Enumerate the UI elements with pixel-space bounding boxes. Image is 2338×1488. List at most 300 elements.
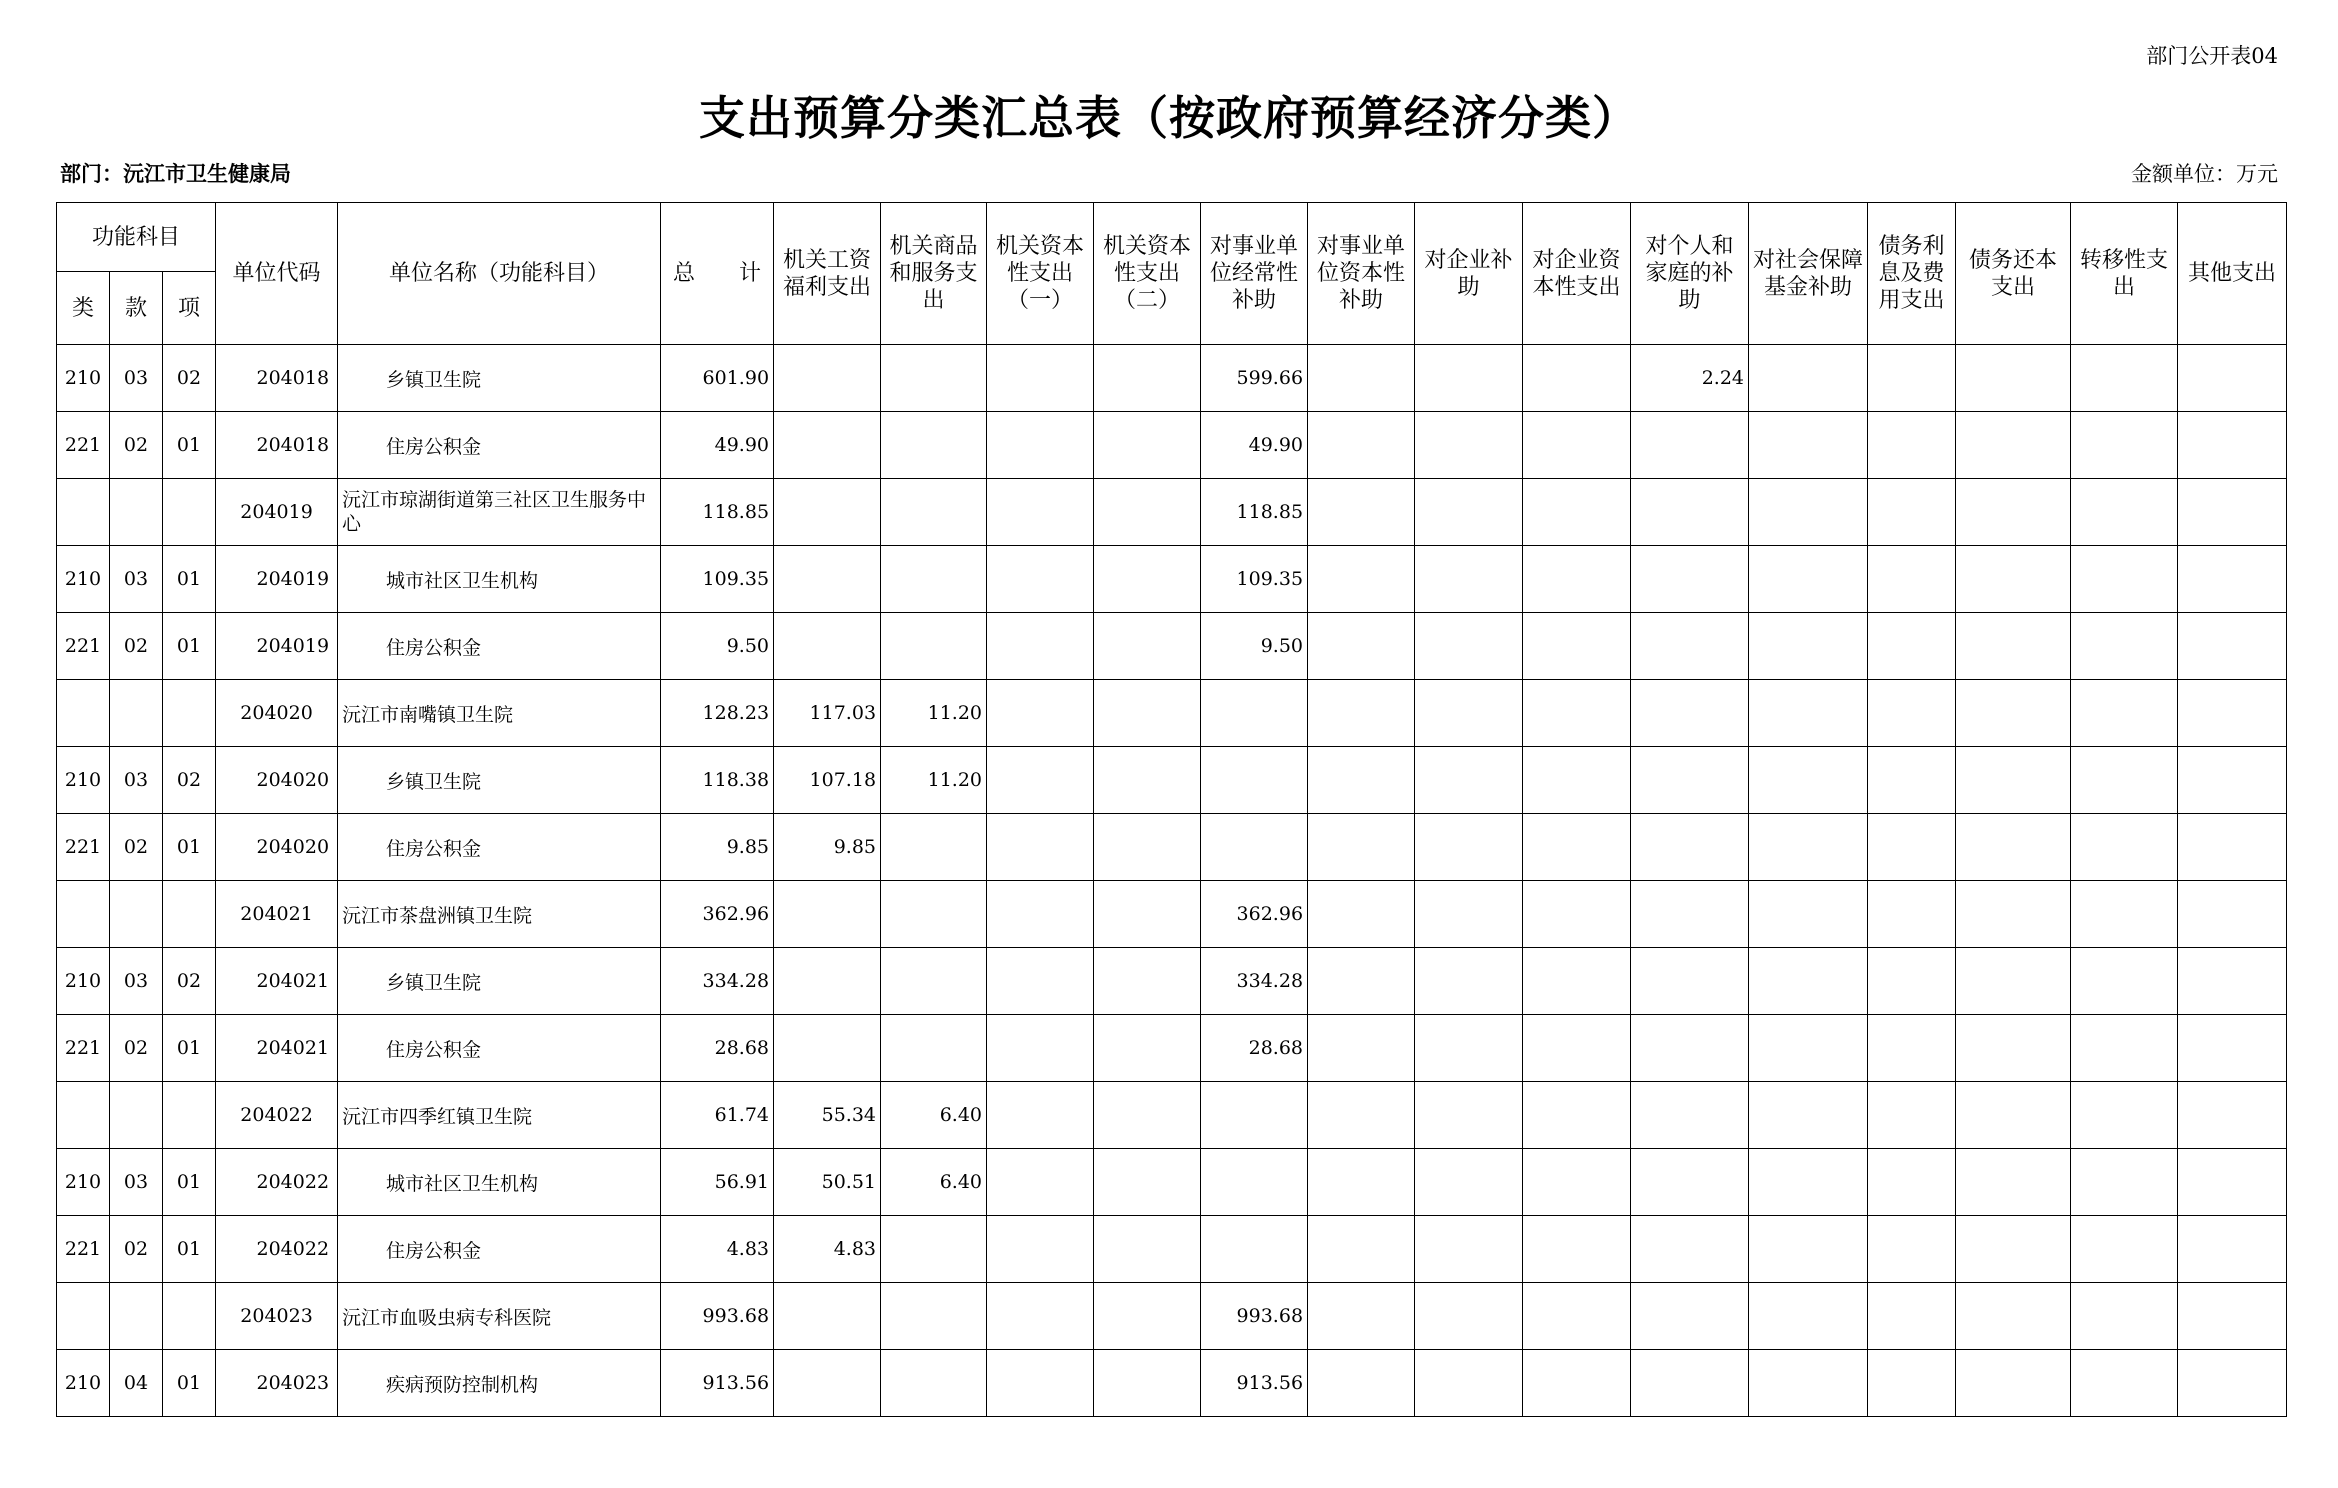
cell-kuan: 03 <box>110 345 163 412</box>
cell-kuan <box>110 881 163 948</box>
cell-col-7 <box>1523 948 1631 1015</box>
cell-unit-code: 204022 <box>216 1082 338 1149</box>
cell-col-3 <box>1094 1082 1201 1149</box>
cell-col-10 <box>1868 814 1956 881</box>
cell-total: 9.50 <box>661 613 774 680</box>
cell-lei: 210 <box>57 747 110 814</box>
cell-col-1 <box>881 546 987 613</box>
cell-xiang: 01 <box>163 546 216 613</box>
header-col-9: 对社会保障基金补助 <box>1749 203 1868 345</box>
cell-col-10 <box>1868 1283 1956 1350</box>
cell-col-0 <box>774 1283 881 1350</box>
table-row <box>57 613 2287 680</box>
cell-unit-name: 住房公积金 <box>338 1216 661 1283</box>
cell-col-11 <box>1956 546 2071 613</box>
cell-col-3 <box>1094 814 1201 881</box>
table-row <box>57 345 2287 412</box>
cell-col-9 <box>1749 1283 1868 1350</box>
cell-col-4 <box>1201 1149 1308 1216</box>
cell-col-11 <box>1956 345 2071 412</box>
cell-kuan: 03 <box>110 546 163 613</box>
cell-col-0 <box>774 546 881 613</box>
cell-col-4: 28.68 <box>1201 1015 1308 1082</box>
cell-col-5 <box>1308 948 1415 1015</box>
header-col-2: 机关资本性支出（一） <box>987 203 1094 345</box>
cell-col-3 <box>1094 1015 1201 1082</box>
cell-col-3 <box>1094 747 1201 814</box>
cell-col-7 <box>1523 680 1631 747</box>
cell-col-12 <box>2071 881 2178 948</box>
cell-col-13 <box>2178 1216 2287 1283</box>
cell-unit-name: 乡镇卫生院 <box>338 747 661 814</box>
cell-col-12 <box>2071 546 2178 613</box>
header-col-13: 其他支出 <box>2178 203 2287 345</box>
header-col-10: 债务利息及费用支出 <box>1868 203 1956 345</box>
cell-col-6 <box>1415 1283 1523 1350</box>
cell-unit-code: 204018 <box>216 345 338 412</box>
cell-col-3 <box>1094 948 1201 1015</box>
cell-col-0: 9.85 <box>774 814 881 881</box>
cell-unit-code: 204020 <box>216 680 338 747</box>
cell-lei: 210 <box>57 948 110 1015</box>
cell-col-10 <box>1868 479 1956 546</box>
table-row <box>57 680 2287 747</box>
cell-xiang: 02 <box>163 948 216 1015</box>
cell-unit-name: 沅江市四季红镇卫生院 <box>338 1082 661 1149</box>
cell-kuan: 03 <box>110 747 163 814</box>
cell-col-7 <box>1523 345 1631 412</box>
cell-col-9 <box>1749 881 1868 948</box>
cell-col-5 <box>1308 881 1415 948</box>
cell-unit-name: 沅江市血吸虫病专科医院 <box>338 1283 661 1350</box>
cell-col-13 <box>2178 680 2287 747</box>
cell-col-3 <box>1094 345 1201 412</box>
cell-col-2 <box>987 948 1094 1015</box>
cell-col-13 <box>2178 412 2287 479</box>
cell-unit-code: 204023 <box>216 1283 338 1350</box>
cell-col-0 <box>774 1350 881 1417</box>
table-row <box>57 1015 2287 1082</box>
cell-total: 4.83 <box>661 1216 774 1283</box>
cell-col-11 <box>1956 613 2071 680</box>
cell-col-4: 109.35 <box>1201 546 1308 613</box>
cell-total: 49.90 <box>661 412 774 479</box>
cell-col-3 <box>1094 881 1201 948</box>
cell-col-9 <box>1749 479 1868 546</box>
cell-col-9 <box>1749 613 1868 680</box>
cell-unit-code: 204019 <box>216 546 338 613</box>
cell-col-8 <box>1631 1149 1749 1216</box>
cell-xiang: 01 <box>163 814 216 881</box>
header-col-7: 对企业资本性支出 <box>1523 203 1631 345</box>
cell-col-6 <box>1415 613 1523 680</box>
header-xiang: 项 <box>163 272 216 345</box>
cell-kuan <box>110 479 163 546</box>
cell-col-6 <box>1415 948 1523 1015</box>
cell-lei: 221 <box>57 613 110 680</box>
cell-kuan <box>110 1082 163 1149</box>
cell-unit-code: 204022 <box>216 1216 338 1283</box>
header-col-12: 转移性支出 <box>2071 203 2178 345</box>
cell-col-11 <box>1956 680 2071 747</box>
header-unit-code: 单位代码 <box>216 203 338 345</box>
cell-col-2 <box>987 1350 1094 1417</box>
cell-col-6 <box>1415 1149 1523 1216</box>
cell-unit-code: 204023 <box>216 1350 338 1417</box>
cell-col-3 <box>1094 412 1201 479</box>
cell-unit-name: 沅江市南嘴镇卫生院 <box>338 680 661 747</box>
cell-lei <box>57 680 110 747</box>
cell-col-6 <box>1415 814 1523 881</box>
cell-col-5 <box>1308 412 1415 479</box>
cell-total: 61.74 <box>661 1082 774 1149</box>
cell-lei: 210 <box>57 546 110 613</box>
cell-lei <box>57 479 110 546</box>
cell-col-11 <box>1956 1216 2071 1283</box>
cell-col-7 <box>1523 1350 1631 1417</box>
cell-total: 362.96 <box>661 881 774 948</box>
table-row <box>57 1149 2287 1216</box>
cell-col-6 <box>1415 546 1523 613</box>
cell-col-4 <box>1201 814 1308 881</box>
cell-col-8 <box>1631 1350 1749 1417</box>
cell-lei <box>57 881 110 948</box>
cell-col-5 <box>1308 1082 1415 1149</box>
header-lei: 类 <box>57 272 110 345</box>
cell-col-11 <box>1956 1015 2071 1082</box>
cell-col-1: 11.20 <box>881 680 987 747</box>
cell-col-8 <box>1631 412 1749 479</box>
cell-col-7 <box>1523 881 1631 948</box>
cell-col-3 <box>1094 1350 1201 1417</box>
cell-col-7 <box>1523 1216 1631 1283</box>
cell-total: 913.56 <box>661 1350 774 1417</box>
cell-col-9 <box>1749 680 1868 747</box>
cell-kuan: 02 <box>110 613 163 680</box>
cell-col-3 <box>1094 1149 1201 1216</box>
cell-col-9 <box>1749 1149 1868 1216</box>
cell-col-13 <box>2178 881 2287 948</box>
cell-col-10 <box>1868 1350 1956 1417</box>
cell-col-2 <box>987 345 1094 412</box>
cell-unit-code: 204020 <box>216 814 338 881</box>
cell-unit-code: 204018 <box>216 412 338 479</box>
cell-col-4: 9.50 <box>1201 613 1308 680</box>
cell-col-12 <box>2071 613 2178 680</box>
cell-col-3 <box>1094 613 1201 680</box>
cell-unit-name: 疾病预防控制机构 <box>338 1350 661 1417</box>
cell-kuan: 02 <box>110 1015 163 1082</box>
cell-kuan <box>110 680 163 747</box>
cell-col-13 <box>2178 1082 2287 1149</box>
cell-col-2 <box>987 546 1094 613</box>
cell-col-8 <box>1631 546 1749 613</box>
cell-col-12 <box>2071 1350 2178 1417</box>
cell-col-11 <box>1956 1082 2071 1149</box>
cell-col-9 <box>1749 546 1868 613</box>
cell-col-12 <box>2071 747 2178 814</box>
cell-col-9 <box>1749 345 1868 412</box>
cell-lei: 210 <box>57 1350 110 1417</box>
cell-col-4 <box>1201 680 1308 747</box>
cell-unit-name: 乡镇卫生院 <box>338 345 661 412</box>
cell-col-5 <box>1308 613 1415 680</box>
header-col-8: 对个人和家庭的补助 <box>1631 203 1749 345</box>
cell-col-4: 993.68 <box>1201 1283 1308 1350</box>
cell-col-4 <box>1201 1216 1308 1283</box>
cell-col-12 <box>2071 1216 2178 1283</box>
cell-col-2 <box>987 680 1094 747</box>
cell-col-8 <box>1631 948 1749 1015</box>
cell-col-0 <box>774 479 881 546</box>
cell-col-9 <box>1749 1216 1868 1283</box>
cell-col-12 <box>2071 948 2178 1015</box>
cell-col-0: 117.03 <box>774 680 881 747</box>
cell-col-12 <box>2071 1283 2178 1350</box>
cell-col-10 <box>1868 680 1956 747</box>
table-body <box>57 345 2287 1417</box>
cell-col-7 <box>1523 479 1631 546</box>
cell-kuan: 02 <box>110 412 163 479</box>
cell-col-6 <box>1415 881 1523 948</box>
header-unit-name: 单位名称（功能科目） <box>338 203 661 345</box>
cell-col-1 <box>881 613 987 680</box>
cell-col-0 <box>774 613 881 680</box>
cell-col-8 <box>1631 747 1749 814</box>
cell-col-3 <box>1094 479 1201 546</box>
cell-col-9 <box>1749 948 1868 1015</box>
cell-col-7 <box>1523 814 1631 881</box>
cell-col-2 <box>987 412 1094 479</box>
cell-col-0 <box>774 412 881 479</box>
cell-xiang <box>163 680 216 747</box>
cell-col-5 <box>1308 345 1415 412</box>
cell-col-7 <box>1523 1283 1631 1350</box>
table-row <box>57 546 2287 613</box>
cell-col-3 <box>1094 546 1201 613</box>
cell-kuan: 02 <box>110 814 163 881</box>
cell-col-6 <box>1415 747 1523 814</box>
cell-col-1 <box>881 1216 987 1283</box>
amount-unit-label: 金额单位：万元 <box>2131 162 2278 186</box>
cell-xiang <box>163 1082 216 1149</box>
cell-col-6 <box>1415 680 1523 747</box>
form-number: 部门公开表04 <box>2146 44 2278 68</box>
cell-unit-code: 204022 <box>216 1149 338 1216</box>
header-col-3: 机关资本性支出（二） <box>1094 203 1201 345</box>
cell-col-13 <box>2178 1149 2287 1216</box>
cell-lei: 210 <box>57 345 110 412</box>
cell-col-8 <box>1631 680 1749 747</box>
cell-col-13 <box>2178 814 2287 881</box>
cell-col-4: 49.90 <box>1201 412 1308 479</box>
cell-kuan: 04 <box>110 1350 163 1417</box>
cell-col-1 <box>881 412 987 479</box>
cell-unit-name: 住房公积金 <box>338 412 661 479</box>
cell-unit-code: 204021 <box>216 1015 338 1082</box>
cell-total: 118.85 <box>661 479 774 546</box>
cell-col-11 <box>1956 881 2071 948</box>
header-col-5: 对事业单位资本性补助 <box>1308 203 1415 345</box>
cell-total: 28.68 <box>661 1015 774 1082</box>
cell-col-10 <box>1868 1015 1956 1082</box>
cell-col-2 <box>987 814 1094 881</box>
cell-col-10 <box>1868 1082 1956 1149</box>
cell-col-2 <box>987 1216 1094 1283</box>
cell-xiang: 01 <box>163 1015 216 1082</box>
cell-col-9 <box>1749 747 1868 814</box>
cell-col-0 <box>774 881 881 948</box>
header-col-0: 机关工资福利支出 <box>774 203 881 345</box>
cell-col-12 <box>2071 1149 2178 1216</box>
cell-xiang <box>163 479 216 546</box>
cell-col-2 <box>987 479 1094 546</box>
header-col-11: 债务还本支出 <box>1956 203 2071 345</box>
cell-col-6 <box>1415 1350 1523 1417</box>
table-row <box>57 881 2287 948</box>
cell-col-2 <box>987 1283 1094 1350</box>
cell-unit-name: 住房公积金 <box>338 1015 661 1082</box>
cell-col-7 <box>1523 747 1631 814</box>
cell-col-10 <box>1868 747 1956 814</box>
cell-col-10 <box>1868 1216 1956 1283</box>
cell-col-8 <box>1631 613 1749 680</box>
header-kuan: 款 <box>110 272 163 345</box>
cell-col-5 <box>1308 680 1415 747</box>
cell-col-8 <box>1631 1283 1749 1350</box>
cell-col-10 <box>1868 345 1956 412</box>
cell-unit-code: 204021 <box>216 948 338 1015</box>
table-row <box>57 1216 2287 1283</box>
cell-col-5 <box>1308 747 1415 814</box>
cell-col-12 <box>2071 1015 2178 1082</box>
cell-col-8: 2.24 <box>1631 345 1749 412</box>
cell-col-6 <box>1415 1015 1523 1082</box>
cell-col-4 <box>1201 747 1308 814</box>
cell-unit-name: 城市社区卫生机构 <box>338 546 661 613</box>
cell-lei: 221 <box>57 1216 110 1283</box>
cell-col-1: 11.20 <box>881 747 987 814</box>
cell-total: 109.35 <box>661 546 774 613</box>
cell-lei: 210 <box>57 1149 110 1216</box>
cell-col-5 <box>1308 1216 1415 1283</box>
table-header <box>57 203 2287 345</box>
cell-unit-name: 乡镇卫生院 <box>338 948 661 1015</box>
cell-col-6 <box>1415 1216 1523 1283</box>
cell-col-3 <box>1094 680 1201 747</box>
cell-unit-name: 住房公积金 <box>338 613 661 680</box>
header-col-4: 对事业单位经常性补助 <box>1201 203 1308 345</box>
cell-unit-code: 204019 <box>216 479 338 546</box>
cell-kuan: 02 <box>110 1216 163 1283</box>
cell-col-1: 6.40 <box>881 1082 987 1149</box>
header-total: 总 计 <box>661 203 774 345</box>
cell-col-5 <box>1308 1350 1415 1417</box>
cell-total: 9.85 <box>661 814 774 881</box>
cell-xiang: 01 <box>163 412 216 479</box>
cell-col-4: 362.96 <box>1201 881 1308 948</box>
cell-col-2 <box>987 1015 1094 1082</box>
cell-lei: 221 <box>57 1015 110 1082</box>
cell-xiang <box>163 881 216 948</box>
cell-col-13 <box>2178 948 2287 1015</box>
cell-col-1 <box>881 479 987 546</box>
cell-unit-code: 204020 <box>216 747 338 814</box>
cell-col-1 <box>881 814 987 881</box>
cell-total: 128.23 <box>661 680 774 747</box>
cell-col-10 <box>1868 546 1956 613</box>
cell-col-12 <box>2071 814 2178 881</box>
cell-unit-code: 204019 <box>216 613 338 680</box>
cell-col-1 <box>881 948 987 1015</box>
cell-total: 601.90 <box>661 345 774 412</box>
cell-col-12 <box>2071 1082 2178 1149</box>
cell-col-3 <box>1094 1216 1201 1283</box>
cell-xiang: 01 <box>163 613 216 680</box>
cell-col-5 <box>1308 1015 1415 1082</box>
cell-col-4 <box>1201 1082 1308 1149</box>
cell-xiang <box>163 1283 216 1350</box>
cell-col-6 <box>1415 1082 1523 1149</box>
cell-col-1 <box>881 1283 987 1350</box>
cell-col-13 <box>2178 479 2287 546</box>
cell-col-5 <box>1308 479 1415 546</box>
header-col-1: 机关商品和服务支出 <box>881 203 987 345</box>
cell-col-0: 55.34 <box>774 1082 881 1149</box>
budget-table <box>56 202 2287 1417</box>
cell-col-13 <box>2178 747 2287 814</box>
cell-col-0: 107.18 <box>774 747 881 814</box>
cell-col-8 <box>1631 1216 1749 1283</box>
cell-xiang: 02 <box>163 345 216 412</box>
cell-total: 993.68 <box>661 1283 774 1350</box>
cell-col-11 <box>1956 1283 2071 1350</box>
department-label: 部门：沅江市卫生健康局 <box>60 161 291 186</box>
cell-col-2 <box>987 1082 1094 1149</box>
cell-unit-name: 沅江市茶盘洲镇卫生院 <box>338 881 661 948</box>
cell-col-1 <box>881 1350 987 1417</box>
cell-total: 334.28 <box>661 948 774 1015</box>
cell-lei: 221 <box>57 814 110 881</box>
cell-col-3 <box>1094 1283 1201 1350</box>
cell-xiang: 01 <box>163 1149 216 1216</box>
page-title: 支出预算分类汇总表（按政府预算经济分类） <box>699 91 1639 145</box>
cell-kuan: 03 <box>110 1149 163 1216</box>
cell-kuan: 03 <box>110 948 163 1015</box>
cell-col-11 <box>1956 948 2071 1015</box>
cell-col-10 <box>1868 613 1956 680</box>
cell-col-7 <box>1523 546 1631 613</box>
cell-col-1 <box>881 1015 987 1082</box>
cell-col-6 <box>1415 479 1523 546</box>
cell-col-11 <box>1956 747 2071 814</box>
table-row <box>57 1082 2287 1149</box>
cell-col-7 <box>1523 613 1631 680</box>
cell-col-0: 50.51 <box>774 1149 881 1216</box>
cell-col-8 <box>1631 1015 1749 1082</box>
cell-col-1 <box>881 881 987 948</box>
cell-col-10 <box>1868 881 1956 948</box>
cell-col-1 <box>881 345 987 412</box>
cell-col-13 <box>2178 546 2287 613</box>
cell-col-1: 6.40 <box>881 1149 987 1216</box>
cell-total: 56.91 <box>661 1149 774 1216</box>
cell-col-2 <box>987 881 1094 948</box>
cell-col-4: 334.28 <box>1201 948 1308 1015</box>
header-col-6: 对企业补助 <box>1415 203 1523 345</box>
cell-col-2 <box>987 747 1094 814</box>
cell-lei: 221 <box>57 412 110 479</box>
